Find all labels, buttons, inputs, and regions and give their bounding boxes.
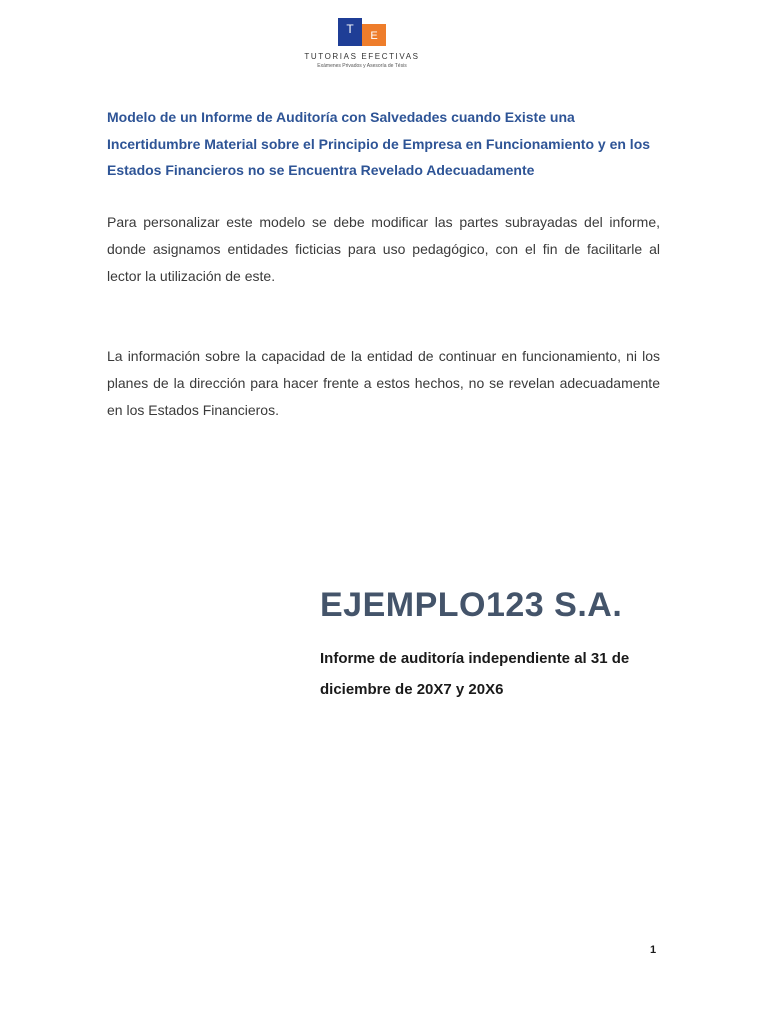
report-title: Informe de auditoría independiente al 31 de diciembre de 20X7 y 20X6 [320,650,630,698]
logo [300,18,424,74]
intro-paragraph: Para personalizar este modelo se debe modificar las partes subrayadas del informe, donde asignamos entidades ficticias para uso pedagógico, con el fin de facilitarle al lector la utilización de este. [107,214,660,284]
logo-tagline: Exámenes Privados y Asesoría de Tésis [317,63,407,69]
page-number: 1 [650,944,657,956]
company-name: EJEMPLO123 S.A. [320,586,623,624]
logo-mark [338,18,386,46]
logo-letter-t: T [338,18,362,46]
document-title: Modelo de un Informe de Auditoría con Salvedades cuando Existe una Incertidumbre Material sobre el Principio de Empresa en Funcionamiento y en los Estados Financieros no se Encuentra Revelado Adecuadamente [107,109,651,178]
logo-name: TUTORIAS EFECTIVAS [304,52,420,61]
logo-letter-e: E [362,24,386,46]
info-paragraph: La información sobre la capacidad de la entidad de continuar en funcionamiento, ni los planes de la dirección para hacer frente a estos hechos, no se revelan adecuadamente en los Estados Financieros. [107,348,660,418]
